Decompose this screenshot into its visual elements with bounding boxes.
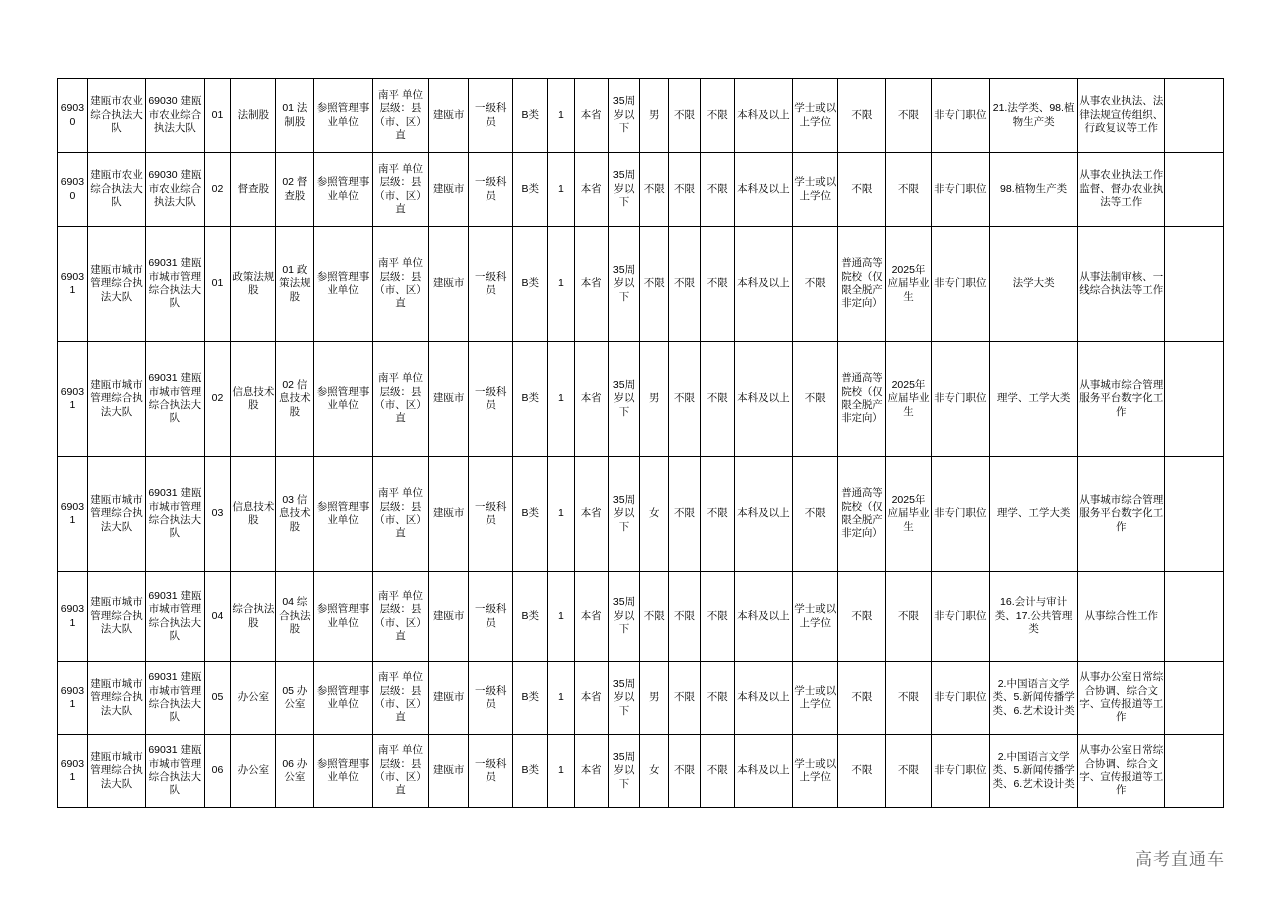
cell-org-code: 69030 xyxy=(58,153,88,227)
cell-count: 1 xyxy=(548,153,575,227)
cell-post-attr: 一级科员 xyxy=(469,735,513,808)
cell-degree: 学士或以上学位 xyxy=(793,572,838,662)
cell-politics: 不限 xyxy=(669,227,701,342)
cell-other-1: 不限 xyxy=(838,153,886,227)
cell-extra xyxy=(1165,153,1224,227)
cell-household: 本省 xyxy=(574,79,608,153)
cell-major: 法学大类 xyxy=(990,227,1078,342)
cell-inner-dept: 02 信息技术股 xyxy=(276,342,314,457)
cell-degree: 不限 xyxy=(793,227,838,342)
job-listing-table xyxy=(57,78,1224,808)
cell-politics: 不限 xyxy=(669,342,701,457)
cell-inner-dept: 04 综合执法股 xyxy=(276,572,314,662)
cell-education: 不限 xyxy=(700,79,734,153)
cell-count: 1 xyxy=(548,227,575,342)
cell-post-name: 办公室 xyxy=(231,662,276,735)
cell-post-code: 06 xyxy=(204,735,231,808)
cell-inner-dept: 02 督查股 xyxy=(276,153,314,227)
cell-remark: 从事城市综合管理服务平台数字化工作 xyxy=(1078,457,1165,572)
cell-unit-type: 参照管理事业单位 xyxy=(314,457,372,572)
cell-extra xyxy=(1165,227,1224,342)
cell-gender: 不限 xyxy=(640,153,669,227)
cell-post-name: 法制股 xyxy=(231,79,276,153)
cell-age: 35周岁以下 xyxy=(608,662,640,735)
cell-education: 不限 xyxy=(700,662,734,735)
cell-household: 本省 xyxy=(574,457,608,572)
cell-age: 35周岁以下 xyxy=(608,735,640,808)
cell-household: 本省 xyxy=(574,572,608,662)
cell-org-code: 69031 xyxy=(58,662,88,735)
cell-org-code: 69031 xyxy=(58,572,88,662)
cell-politics: 不限 xyxy=(669,735,701,808)
cell-major: 2.中国语言文学类、5.新闻传播学类、6.艺术设计类 xyxy=(990,735,1078,808)
cell-other-1: 不限 xyxy=(838,735,886,808)
cell-post-attr: 一级科员 xyxy=(469,342,513,457)
cell-degree-req: 本科及以上 xyxy=(734,662,792,735)
cell-post-name: 信息技术股 xyxy=(231,457,276,572)
cell-org-name: 建瓯市农业综合执法大队 xyxy=(87,153,145,227)
cell-unit-type: 参照管理事业单位 xyxy=(314,735,372,808)
cell-org-name: 建瓯市城市管理综合执法大队 xyxy=(87,227,145,342)
cell-other-1: 不限 xyxy=(838,662,886,735)
cell-politics: 不限 xyxy=(669,662,701,735)
cell-household: 本省 xyxy=(574,662,608,735)
cell-other-1: 普通高等院校（仅限全脱产非定向） xyxy=(838,457,886,572)
cell-extra xyxy=(1165,662,1224,735)
cell-extra xyxy=(1165,735,1224,808)
cell-work-place: 建瓯市 xyxy=(429,79,469,153)
cell-other-2: 不限 xyxy=(886,153,931,227)
cell-post-class: 非专门职位 xyxy=(931,735,989,808)
cell-other-2: 不限 xyxy=(886,662,931,735)
cell-other-2: 2025年应届毕业生 xyxy=(886,457,931,572)
cell-org-name: 建瓯市城市管理综合执法大队 xyxy=(87,342,145,457)
cell-post-class: 非专门职位 xyxy=(931,227,989,342)
cell-exam-area: 南平 单位层级：县（市、区）直 xyxy=(372,227,428,342)
cell-unit: 69030 建瓯市农业综合执法大队 xyxy=(146,79,204,153)
table-row xyxy=(58,457,1224,572)
cell-unit: 69031 建瓯市城市管理综合执法大队 xyxy=(146,457,204,572)
cell-education: 不限 xyxy=(700,342,734,457)
cell-exam-area: 南平 单位层级：县（市、区）直 xyxy=(372,153,428,227)
table-row xyxy=(58,227,1224,342)
cell-major: 2.中国语言文学类、5.新闻传播学类、6.艺术设计类 xyxy=(990,662,1078,735)
cell-remark: 从事办公室日常综合协调、综合文字、宣传报道等工作 xyxy=(1078,735,1165,808)
cell-work-place: 建瓯市 xyxy=(429,572,469,662)
watermark-text: 高考直通车 xyxy=(1135,850,1225,869)
cell-count: 1 xyxy=(548,735,575,808)
cell-exam-area: 南平 单位层级：县（市、区）直 xyxy=(372,342,428,457)
cell-politics: 不限 xyxy=(669,572,701,662)
cell-remark: 从事城市综合管理服务平台数字化工作 xyxy=(1078,342,1165,457)
cell-degree-req: 本科及以上 xyxy=(734,572,792,662)
cell-post-attr: 一级科员 xyxy=(469,227,513,342)
cell-exam-type: B类 xyxy=(513,79,548,153)
cell-org-code: 69031 xyxy=(58,457,88,572)
table-row xyxy=(58,735,1224,808)
cell-exam-type: B类 xyxy=(513,457,548,572)
cell-work-place: 建瓯市 xyxy=(429,153,469,227)
cell-post-class: 非专门职位 xyxy=(931,342,989,457)
cell-remark: 从事综合性工作 xyxy=(1078,572,1165,662)
cell-age: 35周岁以下 xyxy=(608,457,640,572)
cell-unit-type: 参照管理事业单位 xyxy=(314,227,372,342)
cell-post-attr: 一级科员 xyxy=(469,79,513,153)
cell-work-place: 建瓯市 xyxy=(429,735,469,808)
cell-unit-type: 参照管理事业单位 xyxy=(314,153,372,227)
cell-org-code: 69031 xyxy=(58,227,88,342)
cell-age: 35周岁以下 xyxy=(608,227,640,342)
cell-post-code: 05 xyxy=(204,662,231,735)
cell-org-code: 69031 xyxy=(58,735,88,808)
cell-other-2: 2025年应届毕业生 xyxy=(886,342,931,457)
cell-post-class: 非专门职位 xyxy=(931,662,989,735)
cell-inner-dept: 06 办公室 xyxy=(276,735,314,808)
cell-exam-type: B类 xyxy=(513,342,548,457)
cell-exam-area: 南平 单位层级：县（市、区）直 xyxy=(372,735,428,808)
cell-exam-type: B类 xyxy=(513,735,548,808)
cell-household: 本省 xyxy=(574,153,608,227)
cell-education: 不限 xyxy=(700,227,734,342)
cell-major: 16.会计与审计类、17.公共管理类 xyxy=(990,572,1078,662)
cell-unit-type: 参照管理事业单位 xyxy=(314,662,372,735)
cell-exam-type: B类 xyxy=(513,572,548,662)
cell-post-name: 信息技术股 xyxy=(231,342,276,457)
cell-politics: 不限 xyxy=(669,457,701,572)
table-row xyxy=(58,79,1224,153)
cell-post-code: 02 xyxy=(204,342,231,457)
cell-degree-req: 本科及以上 xyxy=(734,227,792,342)
cell-work-place: 建瓯市 xyxy=(429,662,469,735)
cell-remark: 从事农业执法、法律法规宣传组织、行政复议等工作 xyxy=(1078,79,1165,153)
cell-org-code: 69030 xyxy=(58,79,88,153)
cell-org-name: 建瓯市城市管理综合执法大队 xyxy=(87,662,145,735)
cell-org-name: 建瓯市城市管理综合执法大队 xyxy=(87,572,145,662)
cell-inner-dept: 05 办公室 xyxy=(276,662,314,735)
cell-post-attr: 一级科员 xyxy=(469,457,513,572)
cell-gender: 男 xyxy=(640,662,669,735)
cell-remark: 从事办公室日常综合协调、综合文字、宣传报道等工作 xyxy=(1078,662,1165,735)
cell-extra xyxy=(1165,79,1224,153)
cell-post-name: 政策法规股 xyxy=(231,227,276,342)
cell-org-code: 69031 xyxy=(58,342,88,457)
cell-unit-type: 参照管理事业单位 xyxy=(314,342,372,457)
cell-post-code: 01 xyxy=(204,227,231,342)
cell-exam-type: B类 xyxy=(513,227,548,342)
cell-unit-type: 参照管理事业单位 xyxy=(314,79,372,153)
cell-unit: 69030 建瓯市农业综合执法大队 xyxy=(146,153,204,227)
cell-age: 35周岁以下 xyxy=(608,572,640,662)
cell-degree-req: 本科及以上 xyxy=(734,153,792,227)
cell-gender: 不限 xyxy=(640,227,669,342)
cell-work-place: 建瓯市 xyxy=(429,227,469,342)
cell-inner-dept: 01 法制股 xyxy=(276,79,314,153)
cell-post-code: 04 xyxy=(204,572,231,662)
cell-post-class: 非专门职位 xyxy=(931,153,989,227)
cell-age: 35周岁以下 xyxy=(608,342,640,457)
cell-age: 35周岁以下 xyxy=(608,153,640,227)
cell-politics: 不限 xyxy=(669,153,701,227)
cell-unit: 69031 建瓯市城市管理综合执法大队 xyxy=(146,662,204,735)
cell-count: 1 xyxy=(548,662,575,735)
cell-exam-area: 南平 单位层级：县（市、区）直 xyxy=(372,79,428,153)
cell-post-code: 02 xyxy=(204,153,231,227)
cell-post-class: 非专门职位 xyxy=(931,572,989,662)
cell-inner-dept: 03 信息技术股 xyxy=(276,457,314,572)
cell-unit: 69031 建瓯市城市管理综合执法大队 xyxy=(146,342,204,457)
cell-post-attr: 一级科员 xyxy=(469,572,513,662)
cell-exam-area: 南平 单位层级：县（市、区）直 xyxy=(372,572,428,662)
cell-household: 本省 xyxy=(574,342,608,457)
cell-degree: 不限 xyxy=(793,457,838,572)
table-row xyxy=(58,153,1224,227)
cell-org-name: 建瓯市城市管理综合执法大队 xyxy=(87,735,145,808)
cell-unit: 69031 建瓯市城市管理综合执法大队 xyxy=(146,572,204,662)
cell-remark: 从事农业执法工作监督、督办农业执法等工作 xyxy=(1078,153,1165,227)
cell-other-1: 不限 xyxy=(838,572,886,662)
cell-major: 21.法学类、98.植物生产类 xyxy=(990,79,1078,153)
cell-degree: 学士或以上学位 xyxy=(793,79,838,153)
cell-age: 35周岁以下 xyxy=(608,79,640,153)
cell-education: 不限 xyxy=(700,153,734,227)
cell-household: 本省 xyxy=(574,735,608,808)
cell-major: 98.植物生产类 xyxy=(990,153,1078,227)
cell-other-2: 不限 xyxy=(886,572,931,662)
cell-other-2: 不限 xyxy=(886,79,931,153)
cell-degree-req: 本科及以上 xyxy=(734,342,792,457)
cell-other-1: 普通高等院校（仅限全脱产非定向） xyxy=(838,227,886,342)
cell-education: 不限 xyxy=(700,572,734,662)
cell-other-2: 不限 xyxy=(886,735,931,808)
cell-degree: 学士或以上学位 xyxy=(793,153,838,227)
cell-degree: 学士或以上学位 xyxy=(793,735,838,808)
cell-major: 理学、工学大类 xyxy=(990,342,1078,457)
cell-post-class: 非专门职位 xyxy=(931,79,989,153)
cell-major: 理学、工学大类 xyxy=(990,457,1078,572)
cell-degree: 学士或以上学位 xyxy=(793,662,838,735)
cell-degree-req: 本科及以上 xyxy=(734,457,792,572)
cell-count: 1 xyxy=(548,79,575,153)
cell-degree: 不限 xyxy=(793,342,838,457)
table-row xyxy=(58,342,1224,457)
cell-post-name: 督查股 xyxy=(231,153,276,227)
cell-politics: 不限 xyxy=(669,79,701,153)
cell-post-name: 办公室 xyxy=(231,735,276,808)
table-row xyxy=(58,662,1224,735)
cell-count: 1 xyxy=(548,572,575,662)
cell-degree-req: 本科及以上 xyxy=(734,735,792,808)
cell-gender: 男 xyxy=(640,79,669,153)
cell-extra xyxy=(1165,342,1224,457)
cell-exam-type: B类 xyxy=(513,153,548,227)
cell-household: 本省 xyxy=(574,227,608,342)
table-row xyxy=(58,572,1224,662)
cell-work-place: 建瓯市 xyxy=(429,342,469,457)
cell-post-attr: 一级科员 xyxy=(469,662,513,735)
cell-unit: 69031 建瓯市城市管理综合执法大队 xyxy=(146,227,204,342)
cell-gender: 男 xyxy=(640,342,669,457)
cell-post-name: 综合执法股 xyxy=(231,572,276,662)
cell-work-place: 建瓯市 xyxy=(429,457,469,572)
cell-remark: 从事法制审核、一线综合执法等工作 xyxy=(1078,227,1165,342)
cell-gender: 女 xyxy=(640,735,669,808)
cell-education: 不限 xyxy=(700,735,734,808)
cell-extra xyxy=(1165,457,1224,572)
cell-exam-type: B类 xyxy=(513,662,548,735)
cell-other-1: 不限 xyxy=(838,79,886,153)
cell-unit-type: 参照管理事业单位 xyxy=(314,572,372,662)
cell-org-name: 建瓯市城市管理综合执法大队 xyxy=(87,457,145,572)
cell-gender: 不限 xyxy=(640,572,669,662)
cell-post-attr: 一级科员 xyxy=(469,153,513,227)
cell-inner-dept: 01 政策法规股 xyxy=(276,227,314,342)
cell-exam-area: 南平 单位层级：县（市、区）直 xyxy=(372,662,428,735)
cell-org-name: 建瓯市农业综合执法大队 xyxy=(87,79,145,153)
cell-post-code: 01 xyxy=(204,79,231,153)
cell-exam-area: 南平 单位层级：县（市、区）直 xyxy=(372,457,428,572)
cell-unit: 69031 建瓯市城市管理综合执法大队 xyxy=(146,735,204,808)
cell-extra xyxy=(1165,572,1224,662)
cell-gender: 女 xyxy=(640,457,669,572)
cell-other-2: 2025年应届毕业生 xyxy=(886,227,931,342)
cell-degree-req: 本科及以上 xyxy=(734,79,792,153)
cell-post-class: 非专门职位 xyxy=(931,457,989,572)
cell-count: 1 xyxy=(548,457,575,572)
cell-post-code: 03 xyxy=(204,457,231,572)
cell-education: 不限 xyxy=(700,457,734,572)
job-listing-table-container xyxy=(57,78,1224,808)
cell-count: 1 xyxy=(548,342,575,457)
cell-other-1: 普通高等院校（仅限全脱产非定向） xyxy=(838,342,886,457)
